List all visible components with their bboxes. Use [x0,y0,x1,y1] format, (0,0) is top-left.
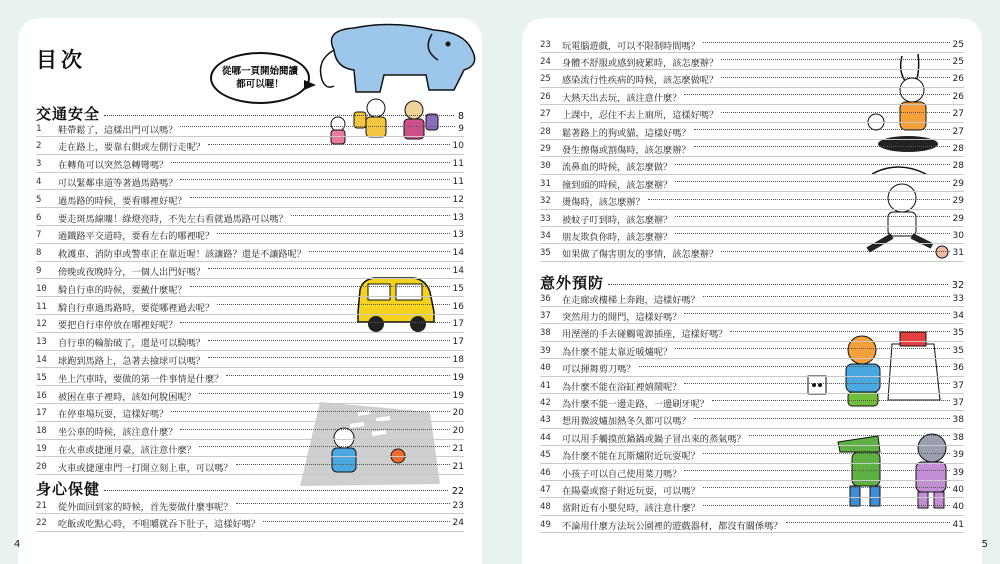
dot-leader [639,366,950,367]
entry-title: 為什麼不能在浴缸裡嬉鬧呢？ [562,381,682,393]
entry-number: 7 [36,230,42,241]
entry-number: 11 [36,301,47,312]
dot-leader [608,284,948,285]
toc-entry[interactable] [540,107,964,123]
entry-number: 8 [36,248,42,259]
dot-leader [171,162,449,163]
entry-title: 小孩子可以自己使用菜刀嗎？ [562,468,682,480]
dot-leader [721,112,949,113]
entry-page: 21 [452,461,464,472]
entry-number: 24 [540,56,551,67]
entry-page: 40 [952,502,964,513]
section-title: 身心保健 [36,480,101,498]
dot-leader [226,375,449,376]
entry-title: 上課中，忍住不去上廁所，這樣好嗎？ [562,110,719,122]
dot-leader [190,286,450,287]
dot-leader [199,393,450,394]
entry-page: 24 [452,518,464,529]
entry-number: 49 [540,519,551,530]
entry-number: 18 [36,426,47,437]
entry-number: 28 [540,126,551,137]
toc-entry[interactable] [36,516,464,532]
entry-title: 大熱天出去玩，該注意什麼？ [562,92,682,104]
dot-leader [703,296,950,297]
dot-leader [208,357,450,358]
entry-number: 25 [540,74,551,85]
entry-title: 自行車的輪胎破了，還是可以騎嗎？ [58,338,205,350]
toc-entry[interactable] [36,424,464,440]
entry-page: 28 [952,143,964,154]
entry-page: 29 [952,213,964,224]
dot-leader [171,411,449,412]
entry-page: 29 [952,178,964,189]
toc-entry[interactable] [36,192,464,208]
toc-entry[interactable] [540,246,964,262]
entry-number: 32 [540,196,551,207]
entry-number: 38 [540,328,551,339]
section-page: 22 [451,486,464,497]
dot-leader [694,129,950,130]
toc-entry[interactable] [540,89,964,105]
toc-entry[interactable] [540,361,964,377]
dot-leader [684,383,949,384]
bubble-line-2: 都可以喔！ [236,79,284,90]
dot-leader [703,505,950,506]
toc-entry[interactable] [540,448,964,464]
dot-leader [675,348,949,349]
entry-title: 可以用手觸摸煎鍋鍋或鍋子冒出來的蒸氣嗎？ [562,433,746,445]
entry-page: 11 [452,176,464,187]
entry-page: 29 [952,196,964,207]
toc-entry[interactable] [540,326,964,342]
entry-number: 6 [36,212,42,223]
toc-entry[interactable] [36,441,464,457]
entry-page: 35 [952,328,964,339]
entry-number: 36 [540,293,551,304]
toc-entry[interactable] [36,228,464,244]
section-title: 意外預防 [540,274,605,292]
entry-number: 29 [540,143,551,154]
entry-title: 當附近有小嬰兒時，該注意什麼？ [562,503,700,515]
entry-number: 19 [36,443,47,454]
toc-entry[interactable] [36,139,464,155]
entry-number: 35 [540,248,551,259]
dot-leader [721,251,949,252]
entry-title: 過馬路的時候，要看哪裡好呢？ [58,195,187,207]
entry-page: 26 [952,74,964,85]
entry-page: 40 [952,484,964,495]
toc-entry[interactable] [540,124,964,140]
toc-title: 目次 [36,48,86,72]
entry-page: 19 [452,372,464,383]
entry-title: 坐公車的時候，該注意什麼？ [58,427,178,439]
entry-page: 34 [952,310,964,321]
toc-entry[interactable] [36,299,464,315]
entry-title: 吃飯或吃點心時，不咀嚼就吞下肚子，這樣好嗎？ [58,519,261,531]
dot-leader [291,215,450,216]
toc-entry[interactable] [540,517,964,533]
dot-leader [721,59,949,60]
toc-entry[interactable] [36,210,464,226]
entry-title: 為什麼不能在瓦斯爐附近玩耍呢？ [562,451,700,463]
entry-title: 球跑到馬路上，急著去撿球可以嗎？ [58,355,205,367]
entry-number: 22 [36,518,47,529]
entry-page: 17 [452,319,464,330]
dot-leader [703,453,950,454]
section-page: 32 [951,280,964,291]
entry-page: 27 [952,126,964,137]
entry-number: 30 [540,161,551,172]
toc-entry[interactable] [36,121,464,137]
toc-entry[interactable] [540,194,964,210]
toc-entry[interactable] [36,370,464,386]
entry-number: 34 [540,230,551,241]
entry-page: 13 [452,212,464,223]
toc-entry[interactable] [540,37,964,53]
entry-title: 在轉角可以突然急轉彎嗎？ [58,160,169,172]
toc-entry[interactable] [540,430,964,446]
entry-number: 1 [36,123,42,134]
entry-page: 10 [452,141,464,152]
entry-number: 46 [540,467,551,478]
entry-number: 23 [540,39,551,50]
toc-entry[interactable] [540,291,964,307]
toc-entry[interactable] [36,459,464,475]
toc-entry[interactable] [540,465,964,481]
entry-page: 18 [452,354,464,365]
speech-bubble [210,52,310,104]
toc-entry[interactable] [540,395,964,411]
entry-title: 要走斑馬線嘍！綠燈亮時，不先左右看就過馬路可以嗎？ [58,213,288,225]
entry-page: 28 [952,161,964,172]
entry-title: 被困在車子裡時，該如何脫困呢？ [58,391,196,403]
toc-entry[interactable] [36,388,464,404]
toc-entry[interactable] [540,211,964,227]
section-page: 8 [457,111,464,122]
dot-leader [786,522,950,523]
toc-entry[interactable] [36,263,464,279]
entry-title: 為什麼不能太靠近暖爐呢？ [562,346,673,358]
toc-entry[interactable] [540,308,964,324]
entry-title: 從外面回到家的時候，首先要做什麼事呢？ [58,501,233,513]
entry-title: 在走廊或樓梯上奔跑，這樣好嗎？ [562,294,700,306]
entry-number: 13 [36,337,47,348]
dot-leader [180,179,449,180]
entry-page: 16 [452,301,464,312]
dot-leader [236,503,450,504]
entry-title: 救護車、消防車或警車正在靠近喔！該讓路？還是不讓路呢？ [58,249,307,261]
toc-entry[interactable] [540,159,964,175]
toc-entry[interactable] [36,246,464,262]
entry-title: 朋友欺負你時，該怎麼辦？ [562,231,673,243]
entry-page: 17 [452,337,464,348]
toc-entry[interactable] [36,281,464,297]
dot-leader [703,487,950,488]
dot-leader [694,146,950,147]
dot-leader [684,94,949,95]
toc-entry[interactable] [36,174,464,190]
dot-leader [236,464,450,465]
dot-leader [190,197,450,198]
dot-leader [703,42,950,43]
entry-number: 43 [540,415,551,426]
entry-number: 2 [36,141,42,152]
entry-page: 13 [452,230,464,241]
toc-entry[interactable] [540,72,964,88]
dot-leader [684,313,949,314]
dot-leader [730,331,949,332]
entry-page: 19 [452,390,464,401]
entry-page: 27 [952,109,964,120]
dot-leader [180,429,449,430]
page-number-right: 5 [981,539,988,550]
section-heading[interactable] [36,478,464,499]
dot-leader [104,490,448,491]
entry-page: 26 [952,91,964,102]
dot-leader [749,435,950,436]
toc-entry[interactable] [540,228,964,244]
dot-leader [217,233,449,234]
entry-title: 火車或捷運車門一打開立刻上車，可以嗎？ [58,462,233,474]
bubble-line-1: 從哪一頁開始閱讀 [221,66,298,77]
toc-entry[interactable] [540,343,964,359]
entry-number: 33 [540,213,551,224]
entry-page: 33 [952,293,964,304]
entry-number: 41 [540,380,551,391]
toc-entry[interactable] [540,176,964,192]
entry-number: 31 [540,178,551,189]
entry-page: 23 [452,500,464,511]
entry-title: 傍晚或夜晚時分，一個人出門好嗎？ [58,266,205,278]
dot-leader [675,216,949,217]
entry-number: 12 [36,319,47,330]
entry-page: 38 [952,415,964,426]
toc-entry[interactable] [36,352,464,368]
toc-entry[interactable] [540,482,964,498]
entry-title: 感染流行性疾病的時候，該怎麼做呢？ [562,75,719,87]
dot-leader [675,164,949,165]
entry-title: 騎自行車的時候，要戴什麼呢？ [58,284,187,296]
entry-page: 37 [952,380,964,391]
entry-page: 39 [952,467,964,478]
entry-number: 39 [540,345,551,356]
entry-page: 25 [952,56,964,67]
dot-leader [208,340,450,341]
entry-number: 48 [540,502,551,513]
toc-entry[interactable] [36,317,464,333]
entry-number: 47 [540,484,551,495]
toc-entry[interactable] [540,500,964,516]
entry-page: 12 [452,194,464,205]
entry-title: 為什麼不能一邊走路，一邊刷牙呢？ [562,398,709,410]
page-number-left: 4 [14,539,21,550]
entry-title: 要把自行車停放在哪裡好呢？ [58,320,178,332]
toc-entry[interactable] [540,413,964,429]
dot-leader [675,233,949,234]
entry-title: 想用微波爐加熱冬久都可以嗎？ [562,416,691,428]
entry-page: 25 [952,39,964,50]
toc-entry[interactable] [36,335,464,351]
dot-leader [104,115,454,116]
entry-number: 10 [36,283,47,294]
entry-title: 走在路上，要靠右側或左側行走呢？ [58,142,205,154]
entry-title: 可以揮舞剪刀嗎？ [562,364,636,376]
entry-page: 14 [452,265,464,276]
entry-page: 9 [458,123,464,134]
entry-title: 鬆著路上的狗或貓，這樣好嗎？ [562,127,691,139]
entry-page: 36 [952,363,964,374]
entry-page: 15 [452,283,464,294]
entry-number: 26 [540,91,551,102]
entry-title: 被蚊子叮到時，該怎麼辦？ [562,214,673,226]
section-title: 交通安全 [36,105,101,123]
entry-title: 鞋帶鬆了，這樣出門可以嗎？ [58,124,178,136]
dot-leader [180,322,449,323]
dot-leader [199,446,450,447]
entry-number: 20 [36,461,47,472]
entry-title: 在火車或捷運月臺，該注意什麼？ [58,444,196,456]
entry-number: 40 [540,363,551,374]
dot-leader [712,400,950,401]
toc-entry[interactable] [540,54,964,70]
toc-entry[interactable] [36,157,464,173]
entry-title: 可以緊鄰車道等著過馬路嗎？ [58,177,178,189]
entry-number: 44 [540,432,551,443]
entry-title: 撞到頭的時候，該怎麼辦？ [562,179,673,191]
toc-entry[interactable] [36,406,464,422]
entry-title: 在停車場玩耍，這樣好嗎？ [58,409,169,421]
entry-title: 過鐵路平交道時，要看左右的哪裡呢？ [58,231,215,243]
entry-page: 30 [952,230,964,241]
entry-number: 42 [540,397,551,408]
entry-page: 41 [952,519,964,530]
entry-page: 14 [452,248,464,259]
entry-page: 37 [952,397,964,408]
dot-leader [208,144,450,145]
toc-entry[interactable] [36,498,464,514]
entry-number: 37 [540,310,551,321]
dot-leader [180,126,455,127]
entry-title: 燙傷時，該怎麼辦？ [562,197,645,209]
entry-title: 不論用什麼方法玩公園裡的遊戲器材，都沒有關係嗎？ [562,520,783,532]
entry-title: 發生擦傷或割傷時，該怎麼辦？ [562,144,691,156]
dot-leader [263,521,449,522]
dot-leader [217,304,449,305]
section-heading[interactable] [540,272,964,293]
toc-entry[interactable] [540,141,964,157]
entry-number: 27 [540,109,551,120]
entry-title: 如果做了傷害朋友的事情，該怎麼辦？ [562,249,719,261]
entry-title: 用溼溼的手去碰觸電源插座，這樣好嗎？ [562,329,728,341]
entry-number: 16 [36,390,47,401]
entry-number: 15 [36,372,47,383]
entry-page: 11 [452,159,464,170]
entry-title: 騎自行車過馬路時，要從哪裡過去呢？ [58,302,215,314]
entry-title: 流鼻血的時候，該怎麼做？ [562,162,673,174]
entry-number: 14 [36,354,47,365]
toc-entry[interactable] [540,378,964,394]
entry-title: 突然用力的開門，這樣好嗎？ [562,311,682,323]
entry-page: 31 [952,248,964,259]
entry-title: 玩電腦遊戲，可以不限制時間嗎？ [562,40,700,52]
dot-leader [309,251,449,252]
entry-page: 20 [452,408,464,419]
entry-number: 4 [36,176,42,187]
dot-leader [208,268,450,269]
entry-page: 35 [952,345,964,356]
entry-title: 在陽臺或窗子附近玩耍，可以嗎？ [562,485,700,497]
entry-number: 5 [36,194,42,205]
entry-number: 9 [36,265,42,276]
entry-title: 坐上汽車時，要做的第一件事情是什麼？ [58,373,224,385]
dot-leader [721,77,949,78]
dot-leader [675,181,949,182]
entry-page: 39 [952,450,964,461]
entry-number: 17 [36,408,47,419]
entry-number: 3 [36,159,42,170]
entry-number: 45 [540,450,551,461]
entry-number: 21 [36,500,47,511]
dot-leader [648,199,950,200]
entry-title: 身體不舒服或感到疲累時，該怎麼辦？ [562,57,719,69]
entry-page: 20 [452,426,464,437]
entry-page: 21 [452,443,464,454]
dot-leader [694,418,950,419]
entry-page: 38 [952,432,964,443]
dot-leader [684,470,949,471]
